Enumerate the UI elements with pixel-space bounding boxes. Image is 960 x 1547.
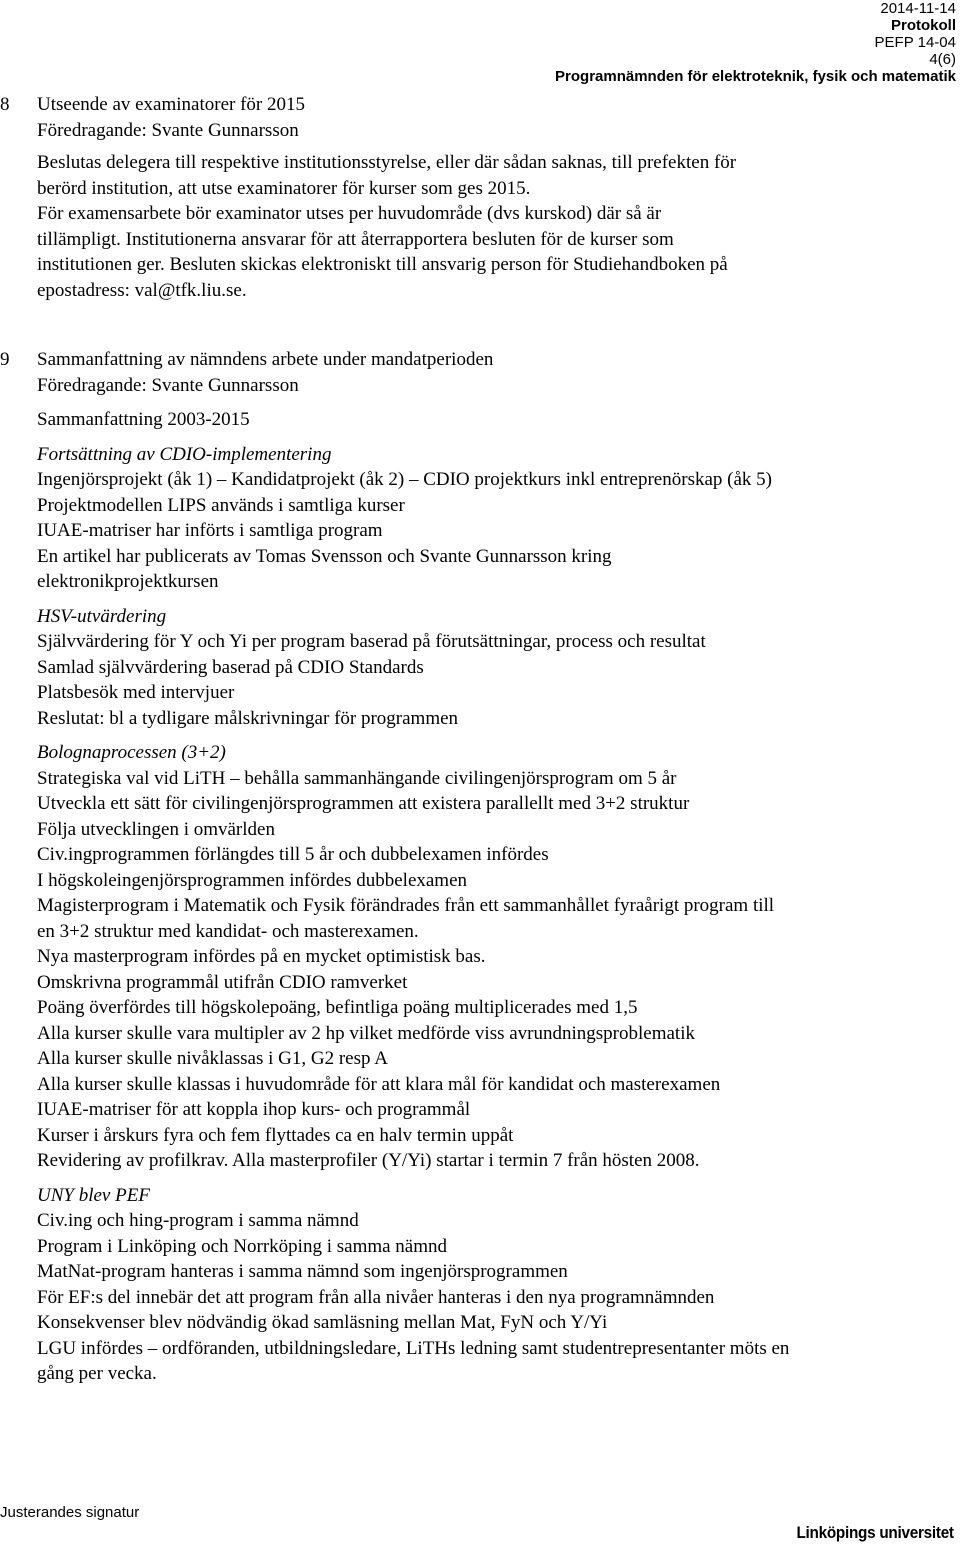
list-item: Civ.ingprogrammen förlängdes till 5 år och dubbelexamen infördes	[37, 844, 549, 865]
list-item: IUAE-matriser har införts i samtliga program	[37, 520, 383, 541]
paragraph-line: berörd institution, att utse examinatorer för kurser som ges 2015.	[37, 177, 531, 199]
list-item: Följa utvecklingen i omvärlden	[37, 818, 275, 840]
list-item: Alla kurser skulle vara multipler av 2 hp vilket medförde viss avrundningsproblematik	[37, 1022, 695, 1044]
section-9	[0, 347, 930, 1387]
list-item: Program i Linköping och Norrköping i samma nämnd	[37, 1235, 448, 1257]
group-heading: UNY blev PEF	[37, 1184, 150, 1206]
signature-label: Justerandes signatur	[0, 1504, 140, 1521]
list-item: En artikel har publicerats av Tomas Svensson och Svante Gunnarsson kring	[37, 545, 612, 567]
list-item: gång per vecka.	[37, 1363, 157, 1384]
university-logo: Linköpings universitet	[796, 1523, 954, 1542]
list-item: Utveckla ett sätt för civilingenjörsprogrammen att existera parallellt med 3+2 struktur	[37, 793, 690, 814]
paragraph-line: Beslutas delegera till respektive institutionsstyrelse, eller där sådan saknas, till prefekten för	[37, 152, 737, 173]
list-item: För EF:s del innebär det att program från alla nivåer hanteras i den nya programnämnden	[37, 1286, 715, 1308]
section-number: 9	[0, 349, 10, 370]
list-item: Revidering av profilkrav. Alla masterprofiler (Y/Yi) startar i termin 7 från hösten 2008.	[37, 1150, 700, 1171]
list-item: Omskrivna programmål utifrån CDIO ramverket	[37, 971, 408, 993]
list-item: Platsbesök med intervjuer	[37, 682, 235, 703]
group-uny	[37, 1183, 930, 1387]
list-item: en 3+2 struktur med kandidat- och masterexamen.	[37, 920, 419, 942]
paragraph-line: epostadress: val@tfk.liu.se.	[37, 279, 247, 301]
group-hsv	[37, 604, 930, 732]
document-id: PEFP 14-04	[874, 34, 956, 51]
group-heading: Bolognaprocessen (3+2)	[37, 742, 226, 763]
organization-name: Programnämnden för elektroteknik, fysik och matematik	[555, 68, 956, 85]
list-item: LGU infördes – ordföranden, utbildningsledare, LiTHs ledning samt studentrepresentanter möts en	[37, 1337, 790, 1359]
section-number: 8	[0, 94, 10, 115]
list-item: IUAE-matriser för att koppla ihop kurs- och programmål	[37, 1099, 471, 1120]
section-8	[0, 92, 930, 303]
list-item: Magisterprogram i Matematik och Fysik förändrades från ett sammanhållet fyraårigt program till	[37, 895, 775, 916]
document-type: Protokoll	[890, 17, 956, 34]
list-item: I högskoleingenjörsprogrammen infördes dubbelexamen	[37, 869, 468, 891]
group-heading: HSV-utvärdering	[37, 605, 167, 627]
page-number: 4(6)	[929, 51, 956, 68]
list-item: Strategiska val vid LiTH – behålla sammanhängande civilingenjörsprogram om 5 år	[37, 767, 677, 789]
list-item: Alla kurser skulle nivåklassas i G1, G2 resp A	[37, 1048, 388, 1069]
section-presenter: Föredragande: Svante Gunnarsson	[37, 374, 299, 396]
paragraph-line: För examensarbete bör examinator utses per huvudområde (dvs kurskod) där så är	[37, 203, 662, 224]
list-item: MatNat-program hanteras i samma nämnd som ingenjörsprogrammen	[37, 1261, 568, 1282]
group-cdio	[37, 442, 930, 595]
list-item: Reslutat: bl a tydligare målskrivningar för programmen	[37, 707, 459, 729]
section-title: Utseende av examinatorer för 2015	[37, 94, 306, 115]
section-title: Sammanfattning av nämndens arbete under mandatperioden	[37, 349, 494, 370]
list-item: Projektmodellen LIPS används i samtliga kurser	[37, 494, 405, 516]
list-item: Ingenjörsprojekt (åk 1) – Kandidatprojekt (åk 2) – CDIO projektkurs inkl entreprenörskap (åk 5)	[37, 469, 772, 490]
list-item: elektronikprojektkursen	[37, 571, 219, 592]
paragraph-line: tillämpligt. Institutionerna ansvarar för att återrapportera besluten för de kurser som	[37, 228, 674, 250]
group-heading: Fortsättning av CDIO-implementering	[37, 443, 332, 465]
list-item: Nya masterprogram infördes på en mycket optimistisk bas.	[37, 946, 486, 967]
list-item: Samlad självvärdering baserad på CDIO Standards	[37, 656, 424, 678]
list-item: Kurser i årskurs fyra och fem flyttades ca en halv termin uppåt	[37, 1124, 514, 1146]
section-presenter: Föredragande: Svante Gunnarsson	[37, 119, 299, 141]
list-item: Poäng överfördes till högskolepoäng, befintliga poäng multiplicerades med 1,5	[37, 997, 638, 1018]
group-bologna	[37, 740, 930, 1174]
page-header	[555, 0, 956, 85]
summary-heading: Sammanfattning 2003-2015	[37, 409, 250, 430]
list-item: Självvärdering för Y och Yi per program baserad på förutsättningar, process och resultat	[37, 631, 706, 652]
list-item: Civ.ing och hing-program i samma nämnd	[37, 1210, 359, 1231]
list-item: Konsekvenser blev nödvändig ökad samläsning mellan Mat, FyN och Y/Yi	[37, 1312, 608, 1333]
document-date: 2014-11-14	[880, 0, 956, 17]
paragraph-line: institutionen ger. Besluten skickas elektroniskt till ansvarig person för Studiehandboken på	[37, 254, 728, 275]
list-item: Alla kurser skulle klassas i huvudområde för att klara mål för kandidat och masterexamen	[37, 1073, 721, 1095]
